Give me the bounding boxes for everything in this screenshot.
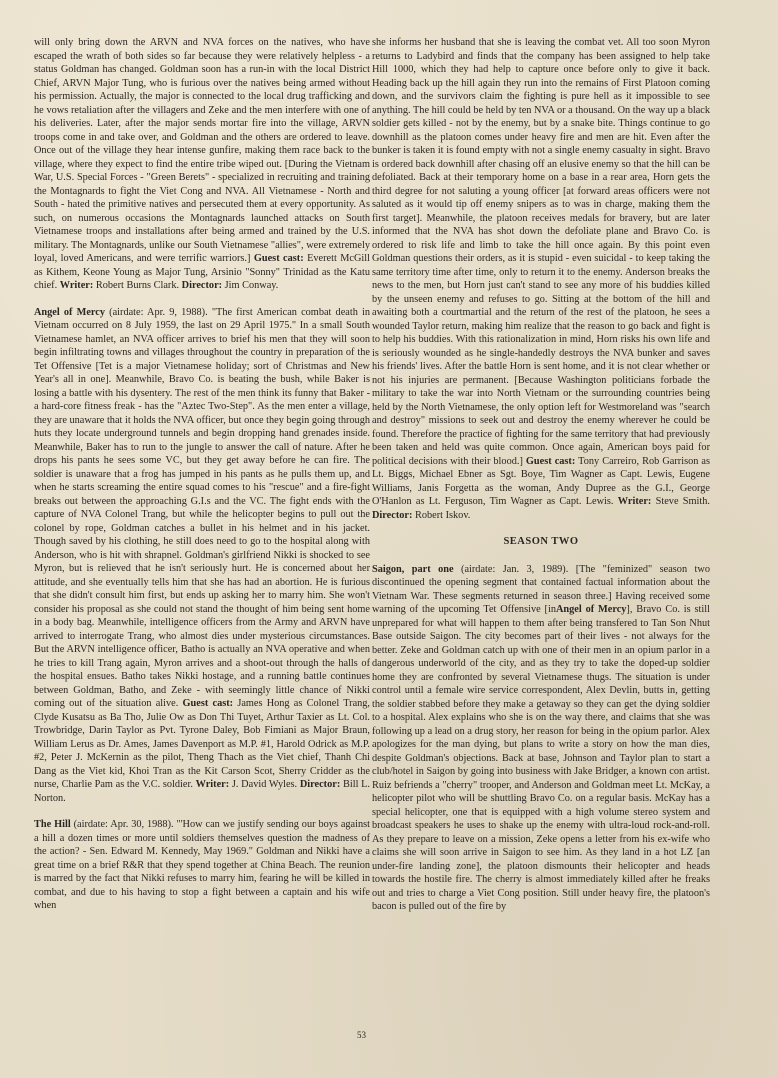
episode-synopsis: (airdate: Apr. 30, 1988). "'How can we justify sending our boys against a hill a dozen times or more until soldiers themselves question the madness of the action? - Sen. Edward M. Kennedy, May 1969." Goldman and Nikki have a great time on a brief R&R that they spend together at China Beach. The reunion is marred by the fact that Nikki refuses to marry him, fearing he will be killed in combat, and due to his having to stop a fight between a captain and his wife when <box>34 819 370 911</box>
left-column <box>34 36 370 926</box>
episode-intro-continuation <box>34 36 370 293</box>
director-label: Director: <box>299 779 341 790</box>
writer-text: Steve Smith. <box>655 496 710 507</box>
episode-synopsis: (airdate: Jan. 3, 1989). [The "feminized" season two discontinued the opening segment that contained factual information about the Vietnam War. These segments returned in season three.] Having received some warning of the upcoming Tet Offensive [in <box>372 563 710 615</box>
director-text: Jim Conway. <box>224 280 279 291</box>
guest-cast-text: Tony Carreiro, Rob Garrison as Lt. Biggs, Michael Ebner as Sgt. Boye, Tim Wagner as Capt. Lewis, Eugene Williams, Janis Forgetta as the woman, Andy Dupree as the G.I., George O'Hanlon as Lt. Ferguson, Tim Wagner as Capt. Lewis. <box>372 455 710 507</box>
episode-title: Angel of Mercy <box>34 306 106 318</box>
director-label: Director: <box>181 280 223 291</box>
episode-title: The Hill <box>34 819 71 830</box>
guest-cast-text: James Hong as Colonel Trang, Clyde Kusatsu as Ba Tho, Julie Ow as Don Thi Tuyet, Arthur Taxier as Lt. Col. Trowbridge, Darin Taylor as Pvt. Tyrone Daley, Bob Fimiani as Major Braun, William Lerus as Dr. Ames, James Davenport as M.P. #1, Harold Odrick as M.P. #2, Peter J. McKernin as the pilot, Theng Thach as the Viet chief, Thanh Chi Dang as the Viet kid, Khoi Tran as the Kit Carson Scot, Sherry Cridder as the nurse, Charlie Pam as the V.C. soldier. <box>34 698 371 790</box>
writer-label: Writer: <box>617 496 652 507</box>
episode-synopsis-rest: ], Bravo Co. is still unprepared for what will happen to them after being transfered to Tan Son Nhut Base outside Saigon. The city becomes part of their lives - not always for the better. Zeke and Goldman catch up with one of their men in an opium parlor in a dangerous underworld of the city, and as they try to take the doped-up soldier home they are confronted by several Vietnamese thugs. The situation is under control until a female wire service correspondent, Alex Devlin, butts in, getting the soldier stabbed before they make a getaway so they can get the dying soldier to a hospital. Alex explains who she is on the way there, and claims that she was following up a lead on a drug story, her reason for being in the opium parlor. Alex apologizes for the man dying, but plans to write a story on how the man dies, despite Goldman's objections. Back at base, Johnson and Taylor plan to start a club/hotel in Saigon by going into business with Jake Bridger, a known con artist. Ruiz befriends a "cherry" trooper, and Anderson and Goldman meet Lt. McKay, a helicopter pilot who will be shuttling Bravo Co. on a regular basis. McKay has a special helicopter, one that is equipped with a high volume stereo system and broadcast speakers he uses to shake up the enemy with ultra-loud rock-and-roll. As they prepare to leave on a mission, Zeke opens a letter from his ex-wife who claims she will soon arrive in Saigon to see him. As they land in a hot LZ [an under-fire landing zone], the platoon dismounts their helicopter and heads towards the hostile fire. The cherry is almost immediately killed after he freaks out and tries to charge a Viet Cong position. Still under heavy fire, the platoon's bacon is pulled out of the fire by <box>372 604 710 912</box>
director-text: Robert Iskov. <box>414 509 471 521</box>
episode-synopsis-continued: she informs her husband that she is leaving the combat vet. All too soon Myron returns to Ladybird and finds that the company has been assigned to help take Hill 1000, which they had help to capture once before only to give it back. Heading back up the hill again they run into the remains of First Platoon coming down, and the survivors claim the fighting is pure hell as it impossible to see anything. The hill could be held by ten NVA or a thousand. On the way up a black soldier gets killed - not by the enemy, but by a snake bite. Things continue to go downhill as the platoon comes under heavy fire and men are hit. Even after the bunker is taken it is found empty with not a single enemy casualty in sight. Bravo is ordered back downhill after chasing off an elusive enemy so that the hill can be defoliated. Back at their temporary home on a base in a rear area, Horn gets the third degree for not saluting a young officer [at forward areas officers were not saluted as it would tip off enemy snipers as to was in charge, making them the first target]. Meanwhile, the platoon receives medals for bravery, but are later informed that the NVA has shot down the defoliate plane and Bravo Co. is ordered to risk life and limb to take the hill once again. By this point even Goldman questions their orders, as it is stupid - even suicidal - to keep taking the same territory time after time, only to return it to the enemy. Anderson breaks the news to the men, but Horn just can't stand to see any more of his buddies killed by the unseen enemy and refuses to go. Sitting at the bottom of the hill and awaiting both a courtmartial and the return of the rest of the platoon, he sees a wounded Taylor return, making him realize that the reason to go back and fight is to help his buddies. With this rationalization in mind, Horn risks his own life and is seriously wounded as he single-handedly destroys the NVA bunker and saves his friends' lives. After the battle Horn is sent home, and it is not clear whether or not his injuries are permanent. [Because Washington politicians forbade the military to take the war into North Vietnam or the surrounding countries being held by the North Vietnamese, the only option left for Westmoreland was "search and destroy" missions to seek out and destroy the enemy wherever he could be found. Therefore the practice of fighting for the same territory that had previously been taken and held was quite common. Once again, American boys paid for political decisions with their blood.] <box>372 37 710 467</box>
guest-cast-label: Guest cast: <box>253 253 304 264</box>
writer-text: J. David Wyles. <box>231 779 298 790</box>
episode-synopsis: (airdate: Apr. 9, 1988). "The first American combat death in Vietnam occurred on 8 July 1959, the last on 29 April 1975." In a small South Vietnamese hamlet, an NVA officer arrives to brief his men that they will soon begin infiltrating towns and villages throughout the country in preparation of the Tet Offensive [Tet is a major Vietnamese holiday; sort of Christmas and New Year's all in one]. Meanwhile, Bravo Co. is beating the bush, while Baker is losing a battle with his dysentery. The rest of the men think its funny that Baker - a hard-core fitness freak - has the "Aztec Two-Step". As the men enter a village, they are unaware that it holds the NVA officer, but once they begin going through huts they locate underground tunnels and begin dropping hand grenades inside. Meanwhile, Baker has to run to the jungle to answer the call of nature. After he drops his pants he sees some VC, but they get away before he can fire. The soldier is unaware that a frog has jumped in his pants as he pulls them up, and when he starts screaming the entire squad comes to his "rescue" and a fire-fight breaks out between the approaching G.I.s and the VC. The fight ends with the capture of NVA Colonel Trang, but while the helicopter begins to pull out the colonel by rope, Goldman catches a bullet in his helmet and in his jacket. Though saved by his clothing, he still does need to go to the hospital along with Anderson, who is hit with shrapnel. Goldman's girlfriend Nikki is shocked to see Myron, but is relieved that he isn't seriously hurt. He is concerned about her attitude, and she eventually tells him that she has had an abortion. He is furious that she didn't consult him first, but ends up asking her to marry him. She won't consider his proposal as she could not stand the thought of him being sent home in a body bag. Meanwhile, intelligence officers from the Army and ARVN have arrived to interrogate Trang, who almost dies under mysterious circumstances. But the ARVN intelligence officer, Batho is actually an NVA operative and when he tries to kill Trang again, Myron arrives and a shoot-out through the halls of the hospital ensues. Batho takes Nikki hostage, and a running battle continues between Goldman, Batho, and Zeke - with seemingly little chance of Nikki coming out of the situation alive. <box>34 306 370 709</box>
guest-cast-label: Guest cast: <box>182 698 234 709</box>
episode-the-hill-continued <box>372 36 710 522</box>
page-number: 53 <box>357 1030 366 1040</box>
director-text: Bill L. Norton. <box>34 779 371 804</box>
guest-cast-label: Guest cast: <box>525 455 576 467</box>
director-label: Director: <box>372 509 413 521</box>
intro-text: will only bring down the ARVN and NVA forces on the natives, who have escaped the wrath of both sides so far because they were relatively helpless - a status Goldman has changed. Goldman soon has a run-in with the local District Chief, ARVN Major Tung, who is furious over the natives being armed without his permission. Actually, the major is connected to the local drug trafficking and he vows retaliation after the villagers and Zeke and the men interfere with one of his deliveries. Later, after the major sends mortar fire into the village, ARVN troops come in and take over, and Goldman and the others are ordered to leave. Once out of the village they hear intense gunfire, making them race back to the village, where they expect to find the entire tribe wiped out. [During the Vietnam War, U.S. Special Forces - "Green Berets" - specialized in recruiting and training the Montagnards to fight the Viet Cong and NVA. All Vietnamese - North and South - hated the primitive natives and persecuted them at every opportunity. As such, on numerous occasions the Montagnards launched attacks on South Vietnamese troops and installations after being armed and trained by the U.S. military. The Montagnards, unlike our South Vietnamese "allies", were extremely loyal, loved Americans, and were terrific warriors.] <box>34 37 370 264</box>
season-heading: SEASON TWO <box>503 536 579 547</box>
episode-saigon-part-one <box>372 563 710 914</box>
writer-label: Writer: <box>59 280 94 291</box>
episode-the-hill <box>34 818 370 913</box>
episode-reference: Angel of Mercy <box>555 604 627 615</box>
episode-title: Saigon, part one <box>372 563 454 575</box>
episode-angel-of-mercy <box>34 306 370 806</box>
writer-text: Robert Burns Clark. <box>95 280 180 291</box>
guest-cast-text: Everett McGill as Kithem, Keone Young as Major Tung, Arsinio "Sonny" Trinidad as the Katu chief. <box>34 253 370 291</box>
right-column <box>372 36 710 927</box>
writer-label: Writer: <box>195 779 230 790</box>
